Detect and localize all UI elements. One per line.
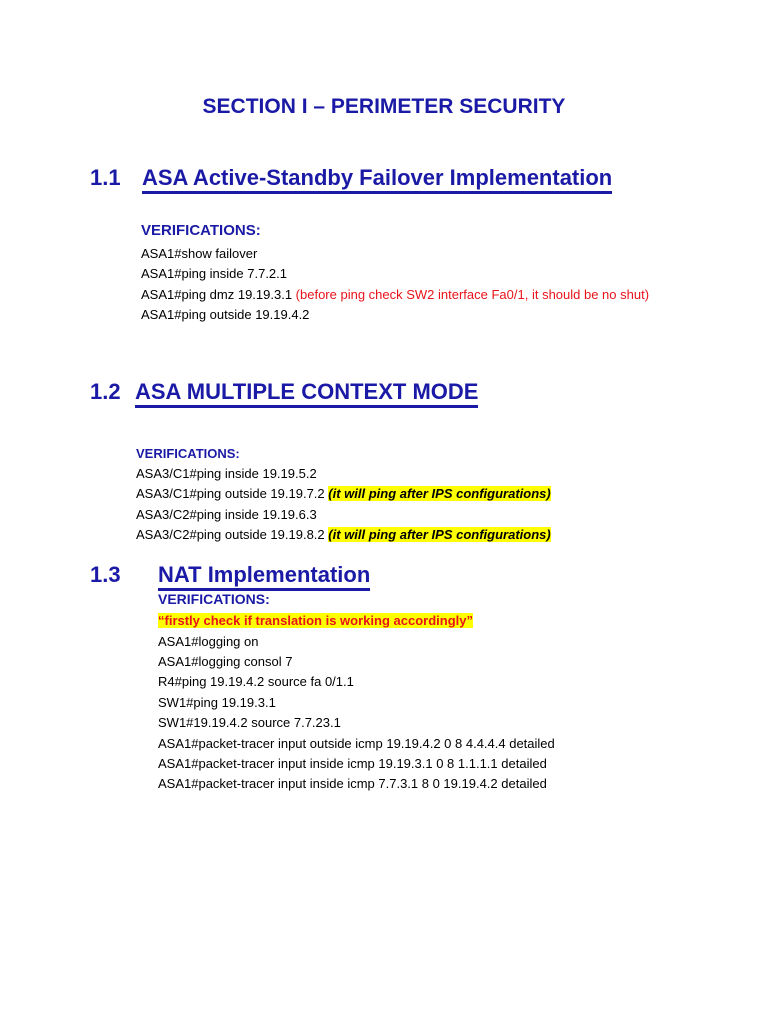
command-text: ASA3/C1#ping outside 19.19.7.2 [136, 486, 329, 501]
command-line [136, 486, 551, 502]
section-title: NAT Implementation [158, 562, 370, 591]
command-line: ASA1#packet-tracer input inside icmp 7.7.3.1 8 0 19.19.4.2 detailed [158, 776, 547, 791]
highlight-note: “firstly check if translation is working accordingly” [158, 613, 473, 628]
command-line: R4#ping 19.19.4.2 source fa 0/1.1 [158, 674, 354, 689]
command-line: ASA1#packet-tracer input inside icmp 19.19.3.1 0 8 1.1.1.1 detailed [158, 756, 547, 771]
command-line: ASA3/C2#ping inside 19.19.6.3 [136, 507, 317, 522]
section-number: 1.1 [90, 165, 121, 190]
command-line: ASA3/C1#ping inside 19.19.5.2 [136, 466, 317, 481]
command-line: ASA1#packet-tracer input outside icmp 19.19.4.2 0 8 4.4.4.4 detailed [158, 736, 555, 751]
verifications-label: VERIFICATIONS: [136, 446, 240, 461]
command-line: ASA1#show failover [141, 246, 258, 261]
command-text: ASA1#ping dmz 19.19.3.1 [141, 287, 296, 302]
section-title: ASA Active-Standby Failover Implementation [142, 165, 612, 194]
section-number: 1.2 [90, 379, 121, 404]
command-line: ASA1#logging consol 7 [158, 654, 293, 669]
command-note: (before ping check SW2 interface Fa0/1, it should be no shut) [295, 287, 650, 302]
command-text: ASA3/C2#ping outside 19.19.8.2 [136, 527, 329, 542]
command-line: ASA1#ping outside 19.19.4.2 [141, 307, 310, 322]
command-line: ASA1#ping inside 7.7.2.1 [141, 266, 287, 281]
command-line [141, 287, 649, 303]
command-note-highlight: (it will ping after IPS configurations) [328, 486, 551, 501]
highlight-note-line [158, 613, 473, 629]
command-note-highlight: (it will ping after IPS configurations) [328, 527, 551, 542]
verifications-label: VERIFICATIONS: [141, 222, 261, 239]
command-line: ASA1#logging on [158, 634, 259, 649]
command-line: SW1#ping 19.19.3.1 [158, 695, 276, 710]
command-line: SW1#19.19.4.2 source 7.7.23.1 [158, 715, 341, 730]
verifications-label: VERIFICATIONS: [158, 591, 270, 607]
command-line [136, 527, 551, 543]
section-title: ASA MULTIPLE CONTEXT MODE [135, 379, 478, 408]
document-title: SECTION I – PERIMETER SECURITY [202, 95, 566, 118]
section-number: 1.3 [90, 562, 121, 587]
